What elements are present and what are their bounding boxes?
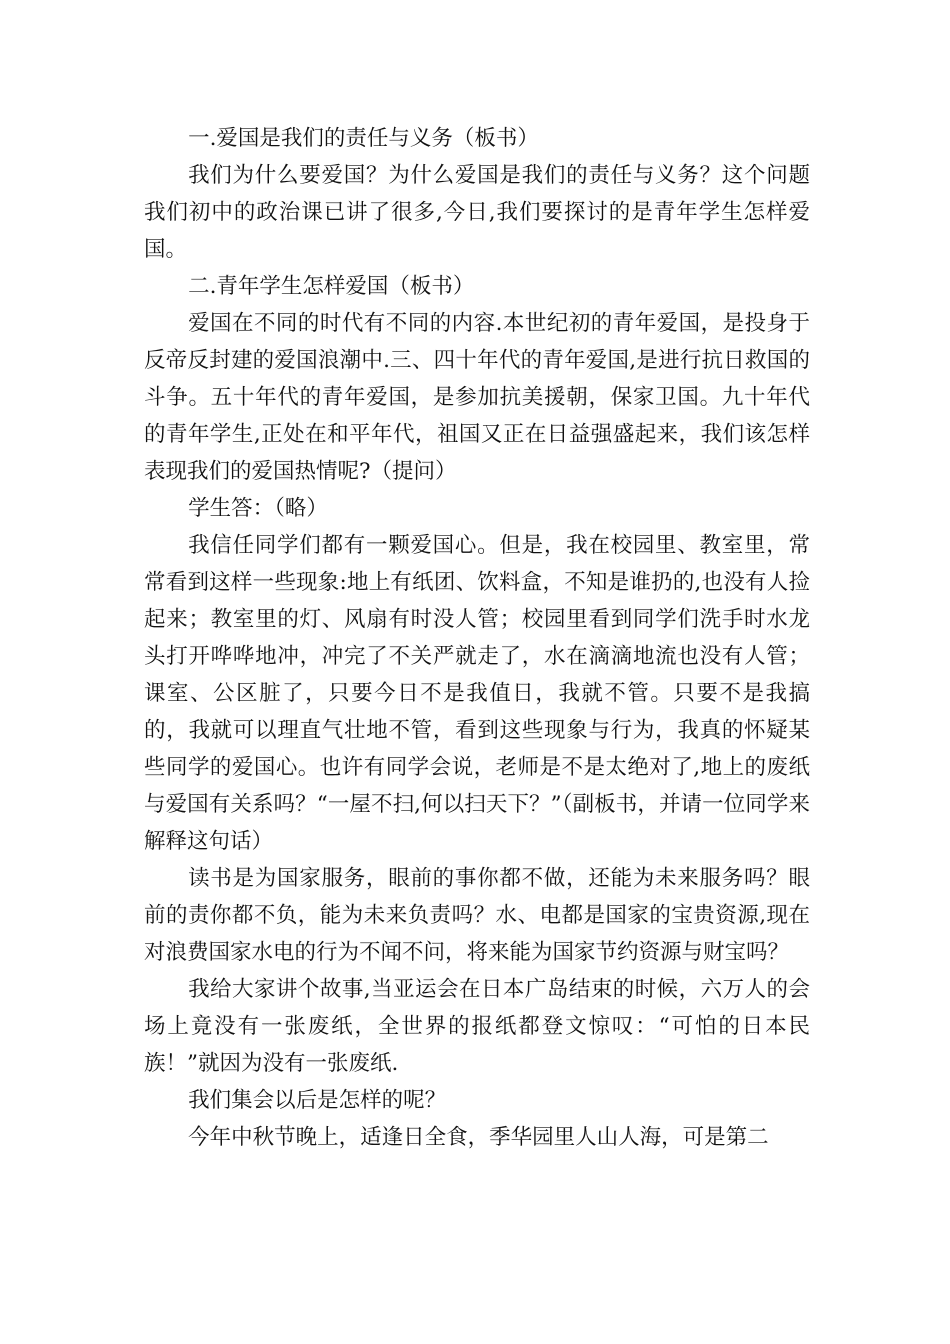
paragraph-campus-phenomena: 我信任同学们都有一颗爱国心。但是，我在校园里、教室里，常常看到这样一些现象:地上有纸团、饮料盒，不知是谁扔的,也没有人捡起来；教室里的灯、风扇有时没人管；校园里看到同学们洗手时水龙头打开哗哗地冲，冲完了不关严就走了，水在滴滴地流也没有人管；课室、公区脏了，只要今日不是我值日，我就不管。只要不是我搞的，我就可以理直气壮地不管，看到这些现象与行为，我真的怀疑某些同学的爱国心。也许有同学会说，老师是不是太绝对了,地上的废纸与爱国有关系吗？“一屋不扫,何以扫天下？”（副板书，并请一位同学来解释这句话）	[144, 533, 810, 854]
paragraph-study-for-country: 读书是为国家服务，眼前的事你都不做，还能为未来服务吗？眼前的责你都不负，能为未来负责吗？水、电都是国家的宝贵资源,现在对浪费国家水电的行为不闻不问，将来能为国家节约资源与财宝吗？	[144, 866, 810, 965]
paragraph-after-assembly: 我们集会以后是怎样的呢？	[188, 1088, 447, 1113]
paragraph-patriotism-eras: 爱国在不同的时代有不同的内容.本世纪初的青年爱国，是投身于反帝反封建的爱国浪潮中.三、四十年代的青年爱国,是进行抗日救国的斗争。五十年代的青年爱国，是参加抗美援朝，保家卫国。九十年代的青年学生,正处在和平年代，祖国又正在日益强盛起来，我们该怎样表现我们的爱国热情呢?（提问）	[144, 311, 810, 484]
section-heading-1: 一.爱国是我们的责任与义务（板书）	[188, 126, 539, 151]
document-body	[144, 120, 810, 1156]
paragraph-why-love-country: 我们为什么要爱国？为什么爱国是我们的责任与义务？这个问题我们初中的政治课已讲了很多,今日,我们要探讨的是青年学生怎样爱国。	[144, 163, 810, 262]
paragraph-mid-autumn: 今年中秋节晚上，适逢日全食，季华园里人山人海，可是第二	[188, 1125, 769, 1150]
paragraph-student-answer: 学生答：（略）	[188, 496, 328, 521]
section-heading-2: 二.青年学生怎样爱国（板书）	[188, 274, 475, 299]
paragraph-asian-games-story: 我给大家讲个故事,当亚运会在日本广岛结束的时候，六万人的会场上竟没有一张废纸，全世界的报纸都登文惊叹：“可怕的日本民族！”就因为没有一张废纸.	[144, 977, 810, 1076]
